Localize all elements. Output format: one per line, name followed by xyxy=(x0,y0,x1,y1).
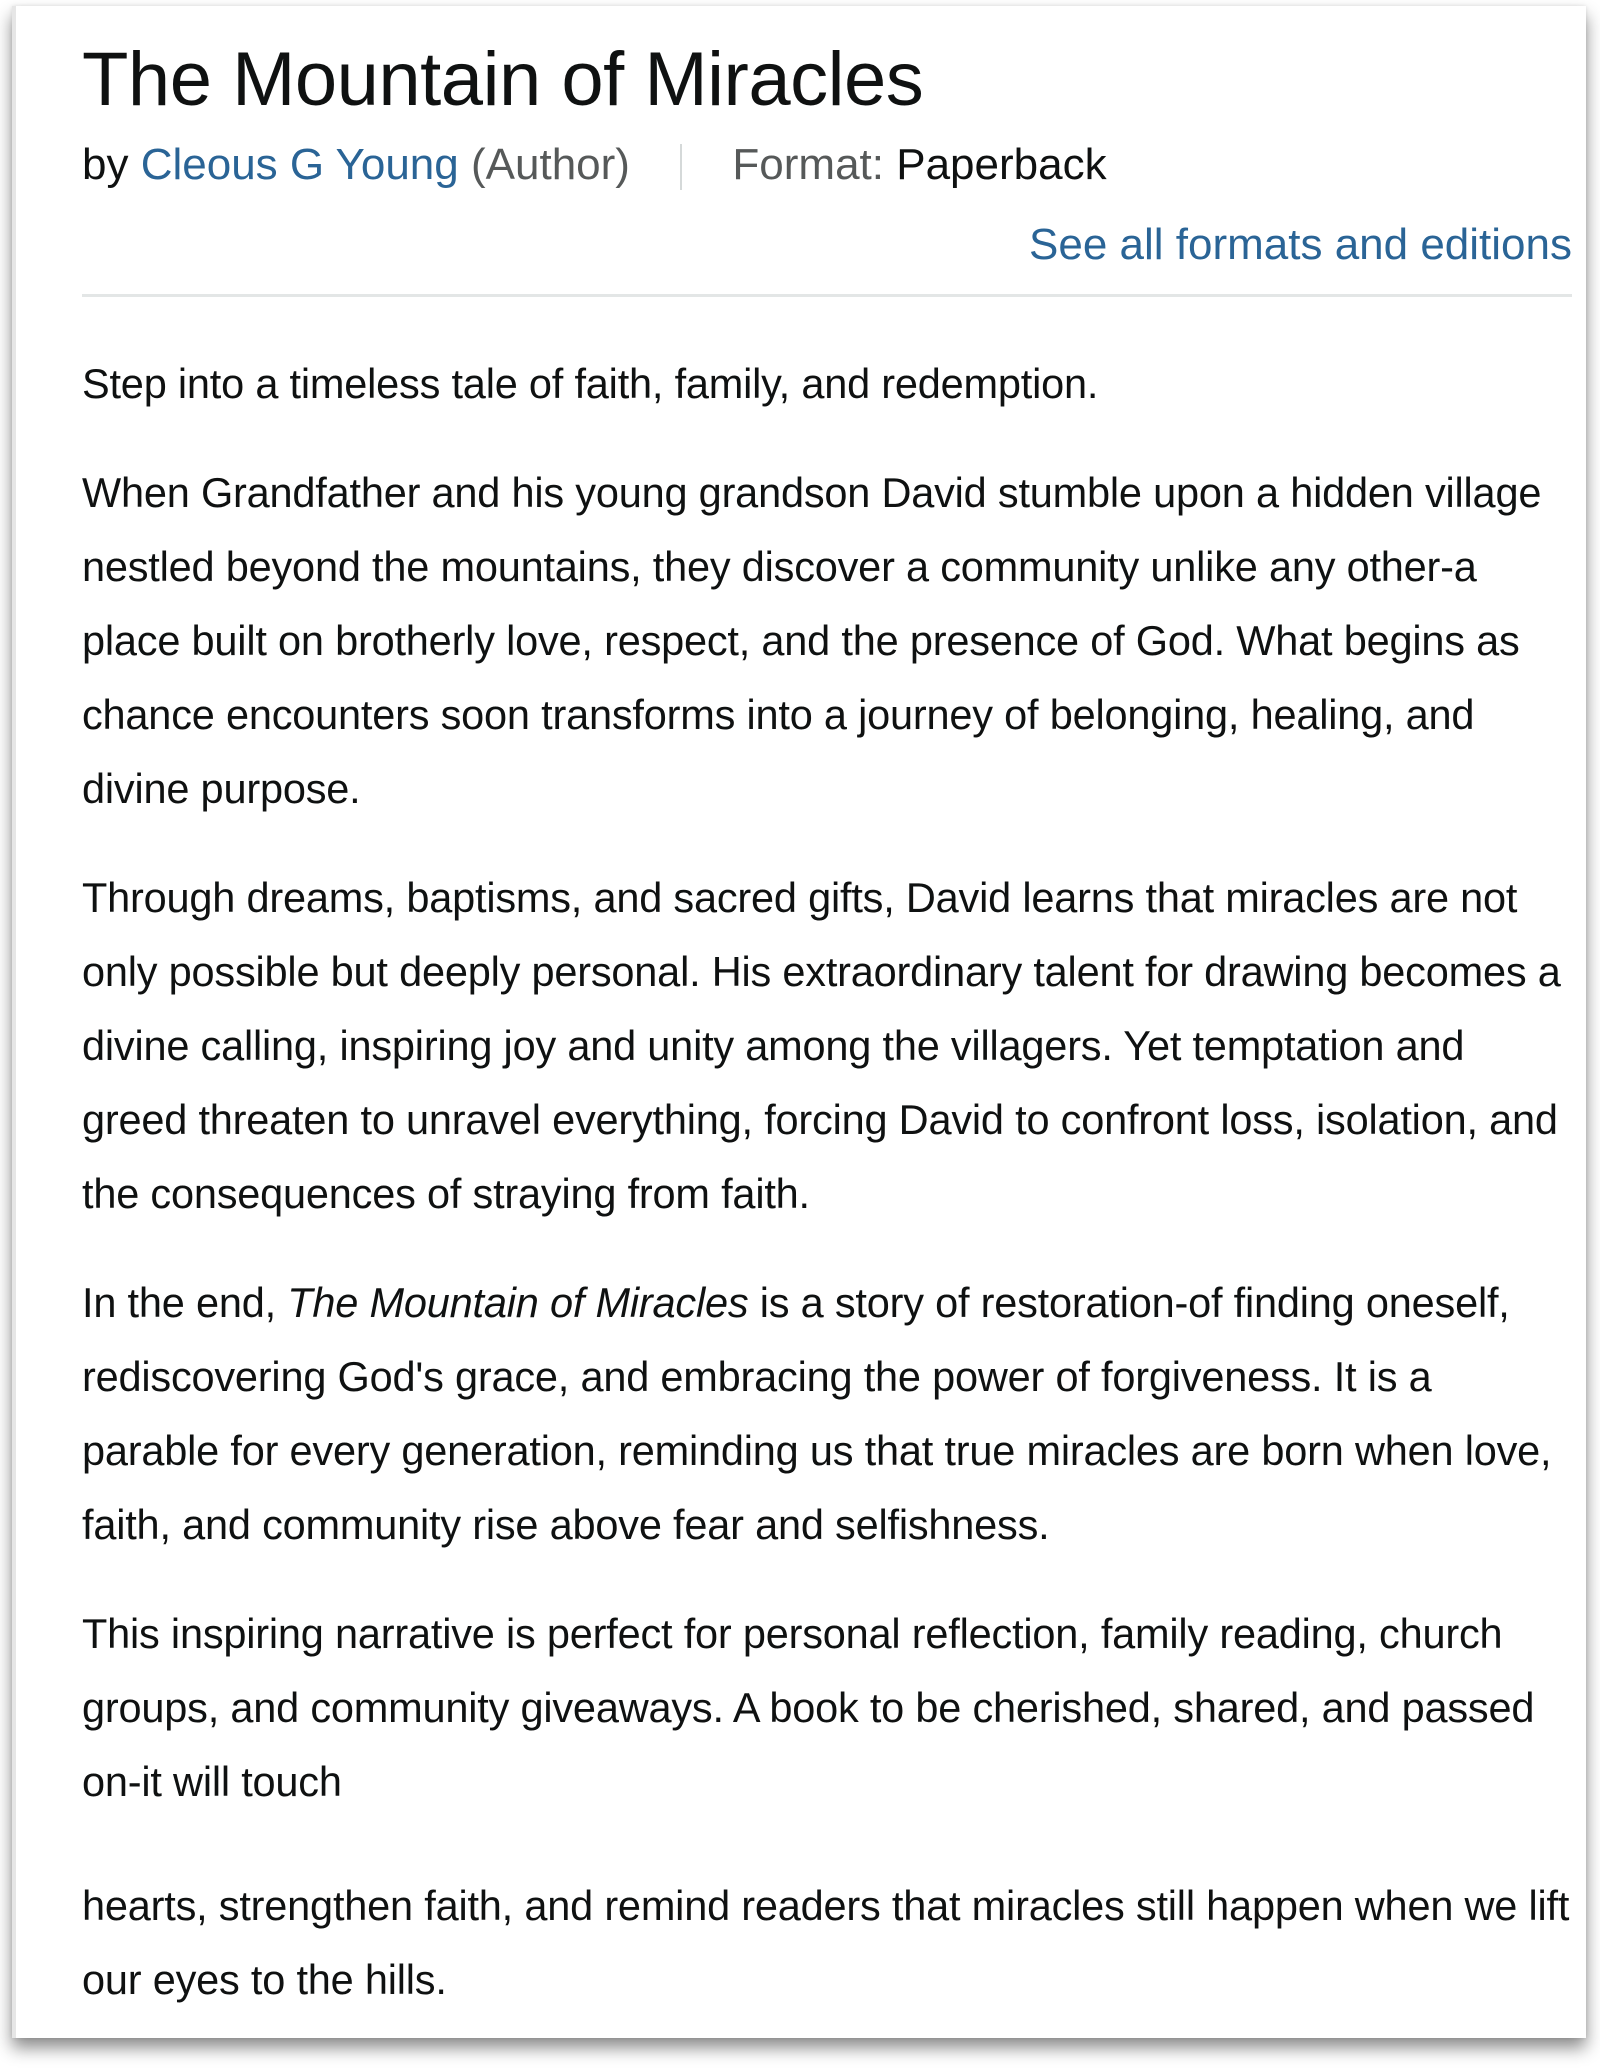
format-label: Format: xyxy=(732,140,884,189)
see-all-formats-link[interactable]: See all formats and editions xyxy=(1029,220,1572,269)
description-paragraph-5: This inspiring narrative is perfect for personal reflection, family reading, church groups, and community giveaways. A book to be cherished, shared, and passed on-it will touch xyxy=(82,1610,1535,1805)
product-detail-card xyxy=(12,6,1586,2038)
description-paragraph-6: hearts, strengthen faith, and remind readers that miracles still happen when we lift our eyes to the hills. xyxy=(82,1882,1570,2003)
product-title: The Mountain of Miracles xyxy=(82,37,924,122)
section-divider xyxy=(82,294,1572,297)
byline-separator xyxy=(680,144,682,190)
description-paragraph-4 xyxy=(82,1266,1572,1562)
product-content xyxy=(82,6,1572,2052)
formats-row xyxy=(82,216,1572,274)
format-value: Paperback xyxy=(896,140,1107,189)
byline xyxy=(82,136,1572,194)
description-paragraph-1: Step into a timeless tale of faith, family, and redemption. xyxy=(82,360,1099,407)
description-paragraph-3: Through dreams, baptisms, and sacred gifts, David learns that miracles are not only possible but deeply personal. His extraordinary talent for drawing becomes a divine calling, inspiring joy and unity among the villagers. Yet temptation and greed threaten to unravel everything, forcing David to confront loss, isolation, and the consequences of straying from faith. xyxy=(82,874,1561,1217)
paragraph-4-suffix: is a story of restoration-of finding oneself, rediscovering God's grace, and embracing the power of forgiveness. It is a parable for every generation, reminding us that true miracles are born when love, faith, and community rise above fear and selfishness. xyxy=(82,1279,1552,1548)
book-description xyxy=(82,347,1572,2017)
author-role: (Author) xyxy=(471,140,630,189)
author-link[interactable]: Cleous G Young xyxy=(140,140,459,189)
book-title-italic: The Mountain of Miracles xyxy=(287,1279,749,1326)
by-label: by xyxy=(82,140,129,189)
paragraph-4-prefix: In the end, xyxy=(82,1279,288,1326)
description-paragraph-2: When Grandfather and his young grandson David stumble upon a hidden village nestled beyond the mountains, they discover a community unlike any other-a place built on brotherly love, respect, and the presence of God. What begins as chance encounters soon transforms into a journey of belonging, healing, and divine purpose. xyxy=(82,469,1542,812)
